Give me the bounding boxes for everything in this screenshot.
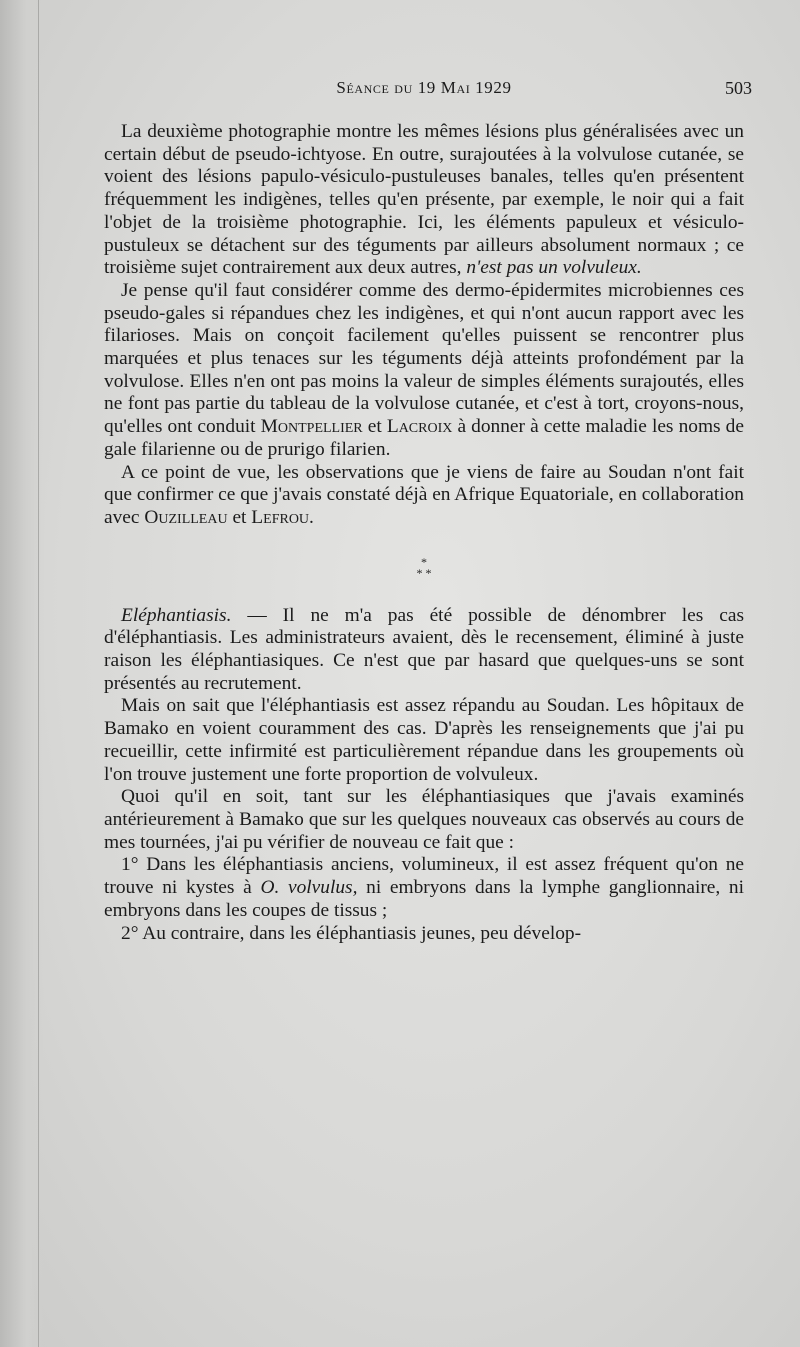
paragraph-2 [104,280,744,462]
paragraph-3 [104,462,744,530]
paragraph-1-emphasis: n'est pas un volvuleux. [466,257,642,279]
paragraph-3-text-c: . [309,506,314,528]
paragraph-3-text-b: et [227,506,252,528]
paragraph-2-text-b: et [362,416,387,438]
author-name-ouzilleau: Ouzilleau [144,506,228,528]
paragraph-5: Mais on sait que l'éléphantiasis est assez répandu au Soudan. Les hôpitaux de Bamako en voient couramment des cas. D'après les renseignements que j'ai pu recueillir, cette infirmité est particulièrement répandue dans les groupements où l'on trouve justement une forte proportion de volvuleux. [104,695,744,785]
binding-line [38,0,39,1347]
author-name-lacroix: Lacroix [386,416,453,438]
paragraph-7 [104,854,744,922]
section-title-elephantiasis: Eléphantiasis. [121,604,232,626]
paragraph-1-text: La deuxième photographie montre les mêmes lésions plus généralisées avec un certain début de pseudo-ichtyose. En outre, surajoutées à la volvulose cutanée, se voient des lésions papulo-vésiculo-pustuleuses banales, telles qu'en présentent fréquemment les indigènes, telles qu'en présente, par exemple, le noir qui a fait l'objet de la troisième photographie. Ici, les éléments papuleux et vésiculo-pustuleux se détachent sur des téguments par ailleurs absolument normaux ; ce troisième sujet contrairement aux deux autres, [104,121,744,279]
paragraph-4 [104,605,744,696]
paragraph-7-text-b: ni embryons dans la lymphe ganglionnaire, ni embryons dans les coupes de tissus ; [104,877,745,921]
page-number: 503 [725,78,752,98]
asterism-bottom: * * [416,565,432,580]
species-name: O. volvulus, [260,877,358,899]
paragraph-1 [104,121,744,280]
list-number-2: 2° [121,922,139,944]
list-number-1: 1° [121,854,139,876]
section-separator [104,554,744,580]
paragraph-4-text: — Il ne m'a pas été possible de dénombrer les cas d'éléphantiasis. Les administrateurs avaient, dès le recensement, éliminé à juste raison les éléphantiasiques. Ce n'est que par hasard que quelques-uns se sont présentés au recrutement. [104,604,744,694]
page-header [104,78,752,108]
paragraph-8-text: Au contraire, dans les éléphantiasis jeunes, peu dévelop- [138,922,582,944]
running-head: Séance du 19 Mai 1929 [336,78,512,97]
paragraph-3-text: A ce point de vue, les observations que je viens de faire au Soudan n'ont fait que confirmer ce que j'avais constaté déjà en Afrique Equatoriale, en collaboration avec [104,461,744,528]
body-text [104,121,744,945]
paragraph-2-text: Je pense qu'il faut considérer comme des dermo-épidermites microbiennes ces pseudo-gales si répandues chez les indigènes, et qui n'ont aucun rapport avec les filarioses. Mais on conçoit facilement qu'elles puissent se rencontrer plus marquées et plus tenaces sur les téguments déjà atteints profondément par la volvulose. Elles n'en ont pas moins la valeur de simples éléments surajoutés, elles ne font pas partie du tableau de la volvulose cutanée, et c'est à tort, croyons-nous, qu'elles ont conduit [104,279,744,438]
paragraph-6: Quoi qu'il en soit, tant sur les éléphantiasiques que j'avais examinés antérieurement à Bamako que sur les quelques nouveaux cas observés au cours de mes tournées, j'ai pu vérifier de nouveau ce fait que : [104,786,744,853]
paragraph-2-text-c: à donner à cette maladie les noms de gale filarienne ou de prurigo filarien. [104,416,744,460]
paragraph-7-text: Dans les éléphantiasis anciens, volumineux, il est assez fréquent qu'on ne trouve ni kystes à [104,854,744,899]
paragraph-8 [104,923,744,946]
author-name-lefrou: Lefrou [251,506,310,528]
author-name-montpellier: Montpellier [260,416,363,438]
asterism-top: * [421,554,427,569]
